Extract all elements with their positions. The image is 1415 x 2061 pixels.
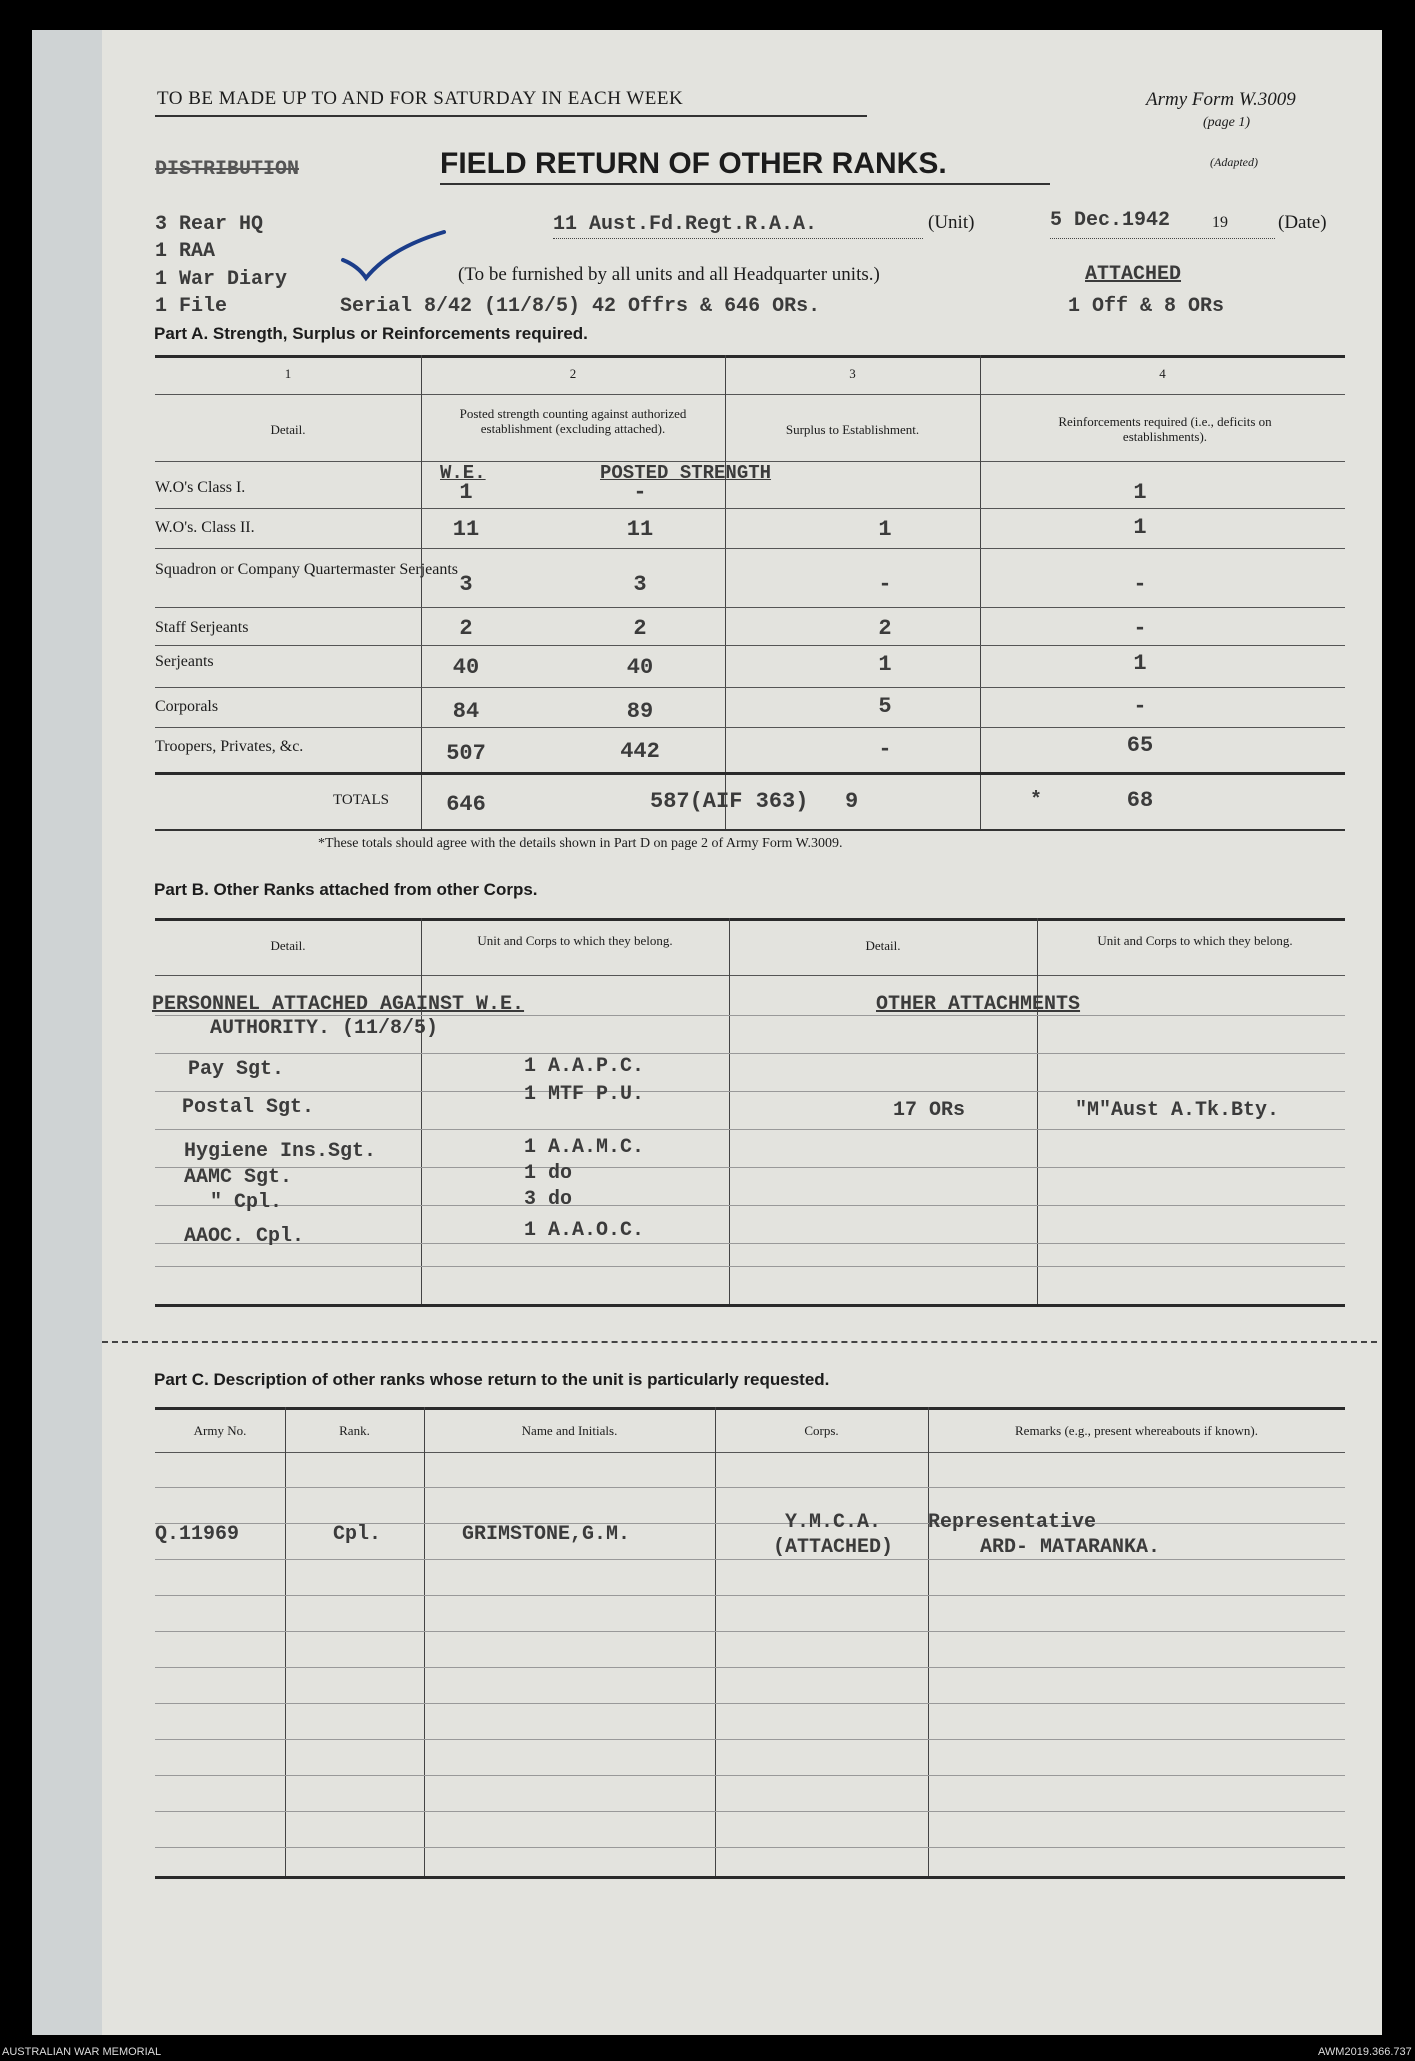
ruled-line [155, 1053, 1345, 1054]
row-posted: 442 [620, 739, 660, 764]
ruled-line [155, 1559, 1345, 1560]
row-rule [155, 687, 1345, 688]
row-detail: Staff Serjeants [155, 619, 249, 636]
attached-unit: 1 A.A.P.C. [524, 1055, 645, 1078]
row-reinf: - [1133, 694, 1147, 719]
row-detail: Serjeants [155, 653, 214, 670]
unit-value: 11 Aust.Fd.Regt.R.A.A. [553, 213, 818, 236]
requested-name: GRIMSTONE,G.M. [462, 1523, 631, 1546]
part-b-col-divider [729, 918, 730, 1306]
part-c-header: Army No. [193, 1423, 247, 1438]
part-c-header: Remarks (e.g., present whereabouts if known). [1015, 1423, 1258, 1438]
paper-edge-strip [32, 30, 102, 2035]
attached-unit: 1 do [524, 1162, 573, 1185]
part-b-top-rule [155, 918, 1345, 921]
serial-line: Serial 8/42 (11/8/5) 42 Offrs & 646 ORs. [340, 295, 821, 318]
part-b-header-rule [155, 975, 1345, 976]
unit-label: (Unit) [928, 212, 975, 233]
date-value: 5 Dec.1942 [1050, 209, 1171, 232]
row-rule [155, 727, 1345, 728]
row-rule [155, 645, 1345, 646]
attached-unit: 1 MTF P.U. [524, 1083, 645, 1106]
ruled-line [155, 1167, 1345, 1168]
part-a-col-divider [980, 355, 981, 830]
attached-unit: 3 do [524, 1188, 573, 1211]
requested-corps-note: (ATTACHED) [773, 1536, 894, 1559]
part-b-bottom-rule [155, 1304, 1345, 1307]
ruled-line [155, 1631, 1345, 1632]
part-c-top-rule [155, 1407, 1345, 1410]
totals-rule [155, 772, 1345, 775]
part-b-header: Unit and Corps to which they belong. [477, 933, 673, 948]
totals-surplus: 9 [845, 789, 859, 814]
distribution-item: 3 Rear HQ [155, 213, 264, 236]
distribution-item: 1 War Diary [155, 268, 288, 291]
part-c-title: Part C. Description of other ranks whose return to the unit is particularly requested. [154, 1370, 830, 1389]
part-c-header: Name and Initials. [521, 1423, 618, 1438]
row-posted: - [633, 480, 647, 505]
totals-star: * [1030, 789, 1043, 812]
part-b-header: Unit and Corps to which they belong. [1097, 933, 1293, 948]
part-b-header: Detail. [270, 938, 306, 953]
part-b-title: Part B. Other Ranks attached from other Corps. [154, 880, 538, 899]
col-number: 1 [284, 366, 292, 381]
army-form-number: Army Form W.3009 [1146, 89, 1296, 110]
requested-rank: Cpl. [333, 1523, 382, 1546]
part-b-left-heading: PERSONNEL ATTACHED AGAINST W.E. [152, 993, 525, 1016]
ruled-line [155, 1775, 1345, 1776]
row-surplus: 5 [878, 694, 892, 719]
requested-remarks: Representative [928, 1511, 1097, 1534]
col-number: 4 [1159, 366, 1166, 381]
weekly-note-underline [155, 115, 867, 117]
furnish-note: (To be furnished by all units and all Headquarter units.) [458, 264, 880, 285]
ruled-line [155, 1847, 1345, 1848]
tear-off-line [102, 1341, 1377, 1343]
row-posted: 3 [633, 572, 647, 597]
attached-detail: Pay Sgt. [188, 1058, 285, 1081]
ruled-line [155, 1205, 1345, 1206]
unit-fill-line [553, 238, 923, 239]
ruled-line [155, 1091, 1345, 1092]
attached-label: ATTACHED [1085, 263, 1182, 286]
distribution-label: DISTRIBUTION [155, 158, 300, 181]
row-rule [155, 508, 1345, 509]
part-c-col-divider [928, 1407, 929, 1877]
row-posted: 2 [633, 616, 647, 641]
part-c-header-rule [155, 1452, 1345, 1453]
part-c-col-divider [715, 1407, 716, 1877]
totals-we: 646 [446, 792, 486, 817]
row-reinf: - [1133, 616, 1147, 641]
ruled-line [155, 1739, 1345, 1740]
part-c-header: Rank. [339, 1423, 370, 1438]
attached-detail: Postal Sgt. [182, 1096, 315, 1119]
attached-unit: 1 A.A.O.C. [524, 1219, 645, 1242]
row-detail: Troopers, Privates, &c. [155, 738, 304, 755]
date-label: (Date) [1278, 212, 1327, 233]
row-detail: W.O's. Class II. [155, 519, 255, 536]
requested-location: ARD- MATARANKA. [980, 1536, 1161, 1559]
header-surplus: Surplus to Establishment. [785, 422, 920, 437]
form-title: FIELD RETURN OF OTHER RANKS. [440, 147, 947, 180]
row-we: 2 [459, 616, 473, 641]
row-detail: W.O's Class I. [155, 479, 246, 496]
page-ref: (page 1) [1203, 115, 1251, 130]
ruled-line [155, 1243, 1345, 1244]
row-reinf: 1 [1133, 651, 1147, 676]
attached-detail: " Cpl. [210, 1191, 283, 1214]
row-reinf: - [1133, 572, 1147, 597]
totals-posted: 587(AIF 363) [650, 789, 809, 814]
row-we: 1 [459, 480, 473, 505]
row-posted: 89 [626, 699, 654, 724]
other-attachment-detail: 17 ORs [893, 1099, 966, 1122]
distribution-item: 1 RAA [155, 240, 216, 263]
sub-header-we: W.E. [440, 462, 486, 484]
ruled-line [155, 1811, 1345, 1812]
row-reinf: 1 [1133, 515, 1147, 540]
attached-detail: AAOC. Cpl. [184, 1225, 305, 1248]
header-reinforcements: Reinforcements required (i.e., deficits on establishments). [1058, 414, 1272, 444]
row-surplus: 1 [878, 517, 892, 542]
row-reinf: 1 [1133, 480, 1147, 505]
row-rule [155, 548, 1345, 549]
row-surplus: - [878, 572, 892, 597]
attached-detail: AAMC Sgt. [184, 1166, 293, 1189]
row-rule [155, 607, 1345, 608]
ruled-line [155, 1487, 1345, 1488]
row-surplus: 2 [878, 616, 892, 641]
row-detail: Squadron or Company Quartermaster Serjeants [155, 561, 459, 578]
part-c-col-divider [285, 1407, 286, 1877]
row-we: 3 [459, 572, 473, 597]
footer-credit: AUSTRALIAN WAR MEMORIAL [2, 2046, 162, 2058]
ruled-line [155, 1595, 1345, 1596]
row-surplus: 1 [878, 652, 892, 677]
requested-army-no: Q.11969 [155, 1523, 240, 1546]
part-b-right-heading: OTHER ATTACHMENTS [876, 993, 1081, 1016]
col-number: 3 [849, 366, 856, 381]
row-surplus: - [878, 737, 892, 762]
attached-detail: Hygiene Ins.Sgt. [184, 1140, 377, 1163]
part-a-bottom-rule [155, 829, 1345, 831]
part-c-bottom-rule [155, 1876, 1345, 1879]
sub-header-posted: POSTED STRENGTH [600, 462, 772, 484]
row-reinf: 65 [1126, 733, 1154, 758]
adapted-note: (Adapted) [1210, 155, 1258, 169]
footer-reference: AWM2019.366.737 [1318, 2046, 1412, 2058]
attached-value: 1 Off & 8 ORs [1068, 295, 1225, 318]
row-we: 40 [452, 655, 480, 680]
part-a-title: Part A. Strength, Surplus or Reinforcements required. [154, 324, 588, 343]
ruled-line [155, 1667, 1345, 1668]
part-b-col-divider [1037, 918, 1038, 1306]
header-posted-strength: Posted strength counting against authorized establishment (excluding attached). [459, 406, 687, 436]
checkmark-icon [340, 228, 450, 288]
other-attachment-unit: "M"Aust A.Tk.Bty. [1075, 1099, 1280, 1122]
part-a-footnote: *These totals should agree with the details shown in Part D on page 2 of Army Form W.3009. [318, 836, 843, 851]
distribution-item: 1 File [155, 295, 228, 318]
row-we: 84 [452, 699, 480, 724]
part-b-left-heading: AUTHORITY. (11/8/5) [210, 1017, 439, 1040]
ruled-line [155, 1703, 1345, 1704]
col-number: 2 [569, 366, 577, 381]
row-we: 507 [446, 741, 486, 766]
row-we: 11 [452, 517, 480, 542]
part-c-header: Corps. [804, 1423, 839, 1438]
row-detail: Corporals [155, 698, 219, 715]
part-a-num-rule [155, 394, 1345, 395]
weekly-note: TO BE MADE UP TO AND FOR SATURDAY IN EACH WEEK [157, 88, 684, 109]
row-posted: 40 [626, 655, 654, 680]
date-nineteen: 19 [1212, 214, 1228, 231]
part-a-top-rule [155, 355, 1345, 358]
ruled-line [155, 1266, 1345, 1267]
totals-reinf: 68 [1126, 788, 1154, 813]
ruled-line [155, 1129, 1345, 1130]
date-fill-line [1050, 238, 1275, 239]
header-detail: Detail. [270, 422, 306, 437]
row-posted: 11 [626, 517, 654, 542]
part-c-col-divider [424, 1407, 425, 1877]
title-underline [440, 183, 1050, 185]
part-b-header: Detail. [865, 938, 901, 953]
part-b-col-divider [421, 918, 422, 1306]
totals-label: TOTALS [333, 792, 390, 808]
requested-corps: Y.M.C.A. [785, 1511, 882, 1534]
attached-unit: 1 A.A.M.C. [524, 1136, 645, 1159]
